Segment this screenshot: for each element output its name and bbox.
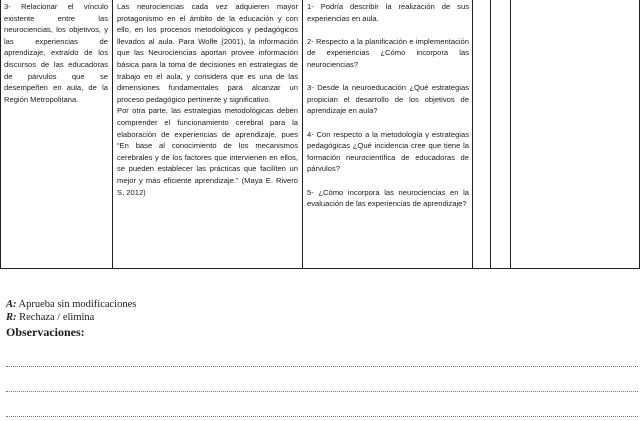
observation-line-2[interactable] (6, 391, 638, 392)
theory-text: Las neurociencias cada vez adquieren mayor protagonismo en el ámbito de la educación y con ello, en los procesos metodológicos y pedagógicos llevados al aula. Para Wolfe (2001), la información que las Neurociencias aportan provee información básica para la toma de decisiones en estrategias de trabajo en el aula, y considera que es una de las dimensiones fundamentales para alcanzar un proceso pedagógico pertinente y significativo. (117, 2, 298, 104)
theory-text-2: Por otra parte, las estrategias metodológicas deben comprender el funcionamiento cerebral para la elaboración de experiencias de aprendizaje, pues “En base al conocimiento de los mecanismos cerebrales y de los factores que intervienen en ellos, se pueden establecer las prácticas que faciliten un mejor y más eficiente aprendizaje.” (Maya E. Rivero S, 2012) (117, 106, 298, 197)
legend-reject (6, 311, 94, 324)
question-4: 4- Con respecto a la metodología y estrategias pedagógicas ¿Qué incidencia cree que tiene la formación neurocientífica de educadoras de párvulos? (307, 129, 469, 174)
question-1: 1- Podría describir la realización de sus experiencias en aula. (307, 2, 469, 23)
legend-approve-text: Aprueba sin modificaciones (16, 299, 137, 310)
observations-label: Observaciones: (6, 325, 85, 339)
legend-approve-key: A: (6, 299, 17, 310)
question-2: 2- Respecto a la planificación e implementación de experiencias ¿Cómo incorpora las neurociencias? (307, 36, 469, 69)
legend-reject-key: R: (6, 312, 17, 323)
approve-cell[interactable] (473, 0, 491, 268)
questions-cell (303, 0, 473, 268)
reject-cell[interactable] (491, 0, 511, 268)
observation-line-1[interactable] (6, 366, 638, 367)
legend-approve (6, 298, 136, 311)
objective-cell (1, 0, 113, 268)
legend-reject-text: Rechaza / elimina (16, 312, 95, 323)
objective-text: 3- Relacionar el vínculo existente entre las neurociencias, los objetivos, y las experiencias de aprendizaje, extraído de los discursos de las educadoras de párvulos que se desempeñen en aula, de la Región Metropolitana. (4, 2, 108, 104)
question-5: 5- ¿Cómo incorpora las neurociencias en la evaluación de las experiencias de aprendizaje? (307, 187, 469, 209)
question-3: 3- Desde la neuroeducación ¿Qué estrategias propician el desarrollo de los objetivos de aprendizaje en aula? (307, 83, 469, 116)
observation-line-3[interactable] (6, 416, 638, 417)
theory-cell (113, 0, 303, 268)
comments-cell[interactable] (511, 0, 639, 268)
